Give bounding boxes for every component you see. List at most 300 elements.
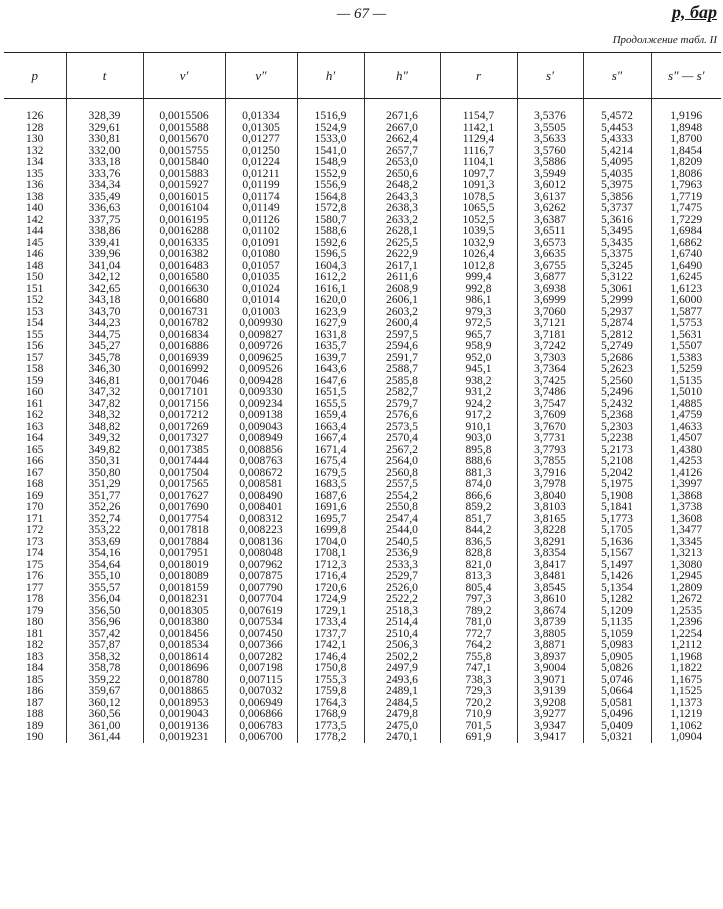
header-row: [4, 53, 721, 99]
value: 5,2108: [601, 454, 633, 467]
cell-v2: [225, 225, 297, 283]
value: 1755,3: [314, 672, 347, 686]
value: 3,6573: [534, 235, 566, 249]
cell-r: [440, 398, 517, 456]
table-row-group: [4, 398, 721, 456]
value: 0,008312: [239, 511, 283, 525]
table-row-group: [4, 455, 721, 513]
value: 1129,4: [462, 132, 495, 145]
value: 350,31: [88, 454, 121, 467]
value: 1,3997: [670, 477, 703, 490]
cell-s2: [583, 398, 651, 456]
value: 1764,3: [314, 695, 347, 709]
value: 135: [26, 166, 44, 180]
cell-v2: [225, 110, 297, 168]
value: 185: [26, 672, 44, 686]
value: 5,2238: [601, 431, 633, 444]
value: 0,0017385: [159, 442, 209, 456]
value: 2560,8: [386, 465, 418, 479]
value: 691,9: [465, 730, 492, 743]
value: 1,2396: [670, 615, 703, 628]
value: 836,5: [465, 534, 492, 548]
value: 5,0746: [601, 672, 633, 686]
value: 1065,5: [462, 201, 495, 214]
value: 5,2496: [601, 385, 633, 398]
value: 1768,9: [314, 707, 347, 720]
value: 1675,4: [314, 454, 347, 467]
value: 148: [26, 258, 44, 272]
value: 710,9: [465, 707, 492, 720]
cell-v1: [143, 455, 225, 513]
value: 1,0904: [670, 730, 703, 743]
value: 844,2: [465, 523, 492, 536]
value: 2667,0: [386, 120, 418, 134]
value: 1683,5: [314, 477, 347, 490]
value: 3,7609: [534, 408, 566, 421]
value: 166: [26, 454, 44, 467]
cell-h2: [364, 398, 440, 456]
value: 351,77: [88, 488, 121, 502]
value: 354,64: [88, 557, 121, 571]
value: 5,2303: [601, 419, 633, 433]
value: 336,63: [88, 201, 121, 214]
value: 172: [26, 523, 44, 536]
value: 155: [26, 327, 44, 341]
value: 1,2672: [670, 592, 703, 605]
value: 1154,7: [462, 109, 495, 122]
cell-r: [440, 283, 517, 341]
value: 3,8103: [534, 500, 566, 513]
cell-s1: [517, 398, 583, 456]
value: 5,0983: [601, 638, 633, 651]
value: 2475,0: [386, 718, 418, 732]
value: 350,80: [88, 465, 121, 479]
value: 0,007282: [239, 649, 283, 663]
value: 0,008490: [239, 488, 283, 502]
value: 0,0018456: [159, 626, 209, 640]
value: 5,4035: [601, 166, 633, 180]
value: 1720,6: [314, 580, 347, 594]
value: 1,3477: [670, 523, 703, 536]
value: 0,0016104: [159, 201, 209, 214]
value: 1,8086: [670, 166, 703, 180]
value: 339,41: [88, 235, 121, 249]
value: 0,01080: [242, 247, 280, 260]
value: 0,009930: [239, 316, 283, 329]
cell-p: [4, 455, 66, 513]
value: 2597,5: [386, 327, 418, 341]
value: 5,3435: [601, 235, 633, 249]
value: 0,01126: [242, 212, 280, 226]
value: 0,0017884: [159, 534, 209, 548]
value: 0,0018953: [159, 695, 209, 709]
value: 339,96: [88, 247, 121, 260]
value: 0,009726: [239, 339, 283, 352]
cell-t: [66, 628, 143, 686]
value: 0,0018305: [159, 603, 209, 617]
value: 5,0905: [601, 649, 633, 663]
value: 0,0016782: [159, 316, 209, 329]
col-header-s-diff: s″ — s′: [651, 53, 721, 99]
value: 1,3345: [670, 534, 703, 548]
value: 1651,5: [314, 385, 347, 398]
value: 136: [26, 178, 44, 191]
value: 2600,4: [386, 316, 418, 329]
cell-ds: [651, 570, 721, 628]
table-row-group: [4, 283, 721, 341]
value: 359,67: [88, 684, 121, 697]
value: 359,22: [88, 672, 121, 686]
value: 0,01149: [242, 201, 280, 214]
value: 180: [26, 615, 44, 628]
value: 5,1354: [601, 580, 633, 594]
value: 2497,9: [386, 661, 418, 674]
steam-table: [4, 52, 721, 743]
value: 5,3856: [601, 189, 633, 203]
value: 2470,1: [386, 730, 418, 743]
value: 2579,7: [386, 396, 418, 410]
value: 167: [26, 465, 44, 479]
cell-v1: [143, 168, 225, 226]
value: 0,007704: [239, 592, 283, 605]
value: 5,3122: [601, 270, 633, 283]
value: 186: [26, 684, 44, 697]
value: 0,0017327: [159, 431, 209, 444]
value: 5,1209: [601, 603, 633, 617]
value: 1695,7: [314, 511, 347, 525]
value: 805,4: [465, 580, 492, 594]
cell-v1: [143, 283, 225, 341]
value: 1778,2: [314, 730, 347, 743]
value: 5,2749: [601, 339, 633, 352]
cell-v1: [143, 225, 225, 283]
value: 0,0017818: [159, 523, 209, 536]
cell-r: [440, 225, 517, 283]
value: 5,0664: [601, 684, 633, 697]
value: 344,75: [88, 327, 121, 341]
value: 1708,1: [314, 546, 347, 559]
value: 3,8610: [534, 592, 566, 605]
cell-t: [66, 455, 143, 513]
cell-ds: [651, 628, 721, 686]
cell-r: [440, 455, 517, 513]
value: 2662,4: [386, 132, 418, 145]
value: 357,42: [88, 626, 121, 640]
value: 2638,3: [386, 201, 418, 214]
value: 1716,4: [314, 569, 347, 582]
value: 1679,5: [314, 465, 347, 479]
value: 2588,7: [386, 362, 418, 375]
value: 190: [26, 730, 44, 743]
value: 3,7793: [534, 442, 566, 456]
value: 5,4453: [601, 120, 633, 134]
value: 0,0018380: [159, 615, 209, 628]
value: 5,2560: [601, 373, 633, 387]
value: 2611,6: [386, 270, 418, 283]
value: 348,32: [88, 408, 121, 421]
value: 1,6984: [670, 224, 703, 237]
value: 917,2: [465, 408, 492, 421]
value: 738,3: [465, 672, 492, 686]
value: 2557,5: [386, 477, 418, 490]
value: 3,6755: [534, 258, 566, 272]
value: 0,006866: [239, 707, 283, 720]
cell-v2: [225, 398, 297, 456]
value: 1039,5: [462, 224, 495, 237]
value: 140: [26, 201, 44, 214]
value: 160: [26, 385, 44, 398]
value: 3,6999: [534, 293, 566, 306]
value: 5,0581: [601, 695, 633, 709]
value: 1,4885: [670, 396, 703, 410]
value: 152: [26, 293, 44, 306]
cell-v1: [143, 398, 225, 456]
cell-t: [66, 110, 143, 168]
value: 146: [26, 247, 44, 260]
value: 1,8209: [670, 155, 703, 168]
value: 134: [26, 155, 44, 168]
col-header-r: r: [440, 53, 517, 99]
cell-t: [66, 168, 143, 226]
value: 329,61: [88, 120, 121, 134]
value: 0,009138: [239, 408, 283, 421]
value: 0,0016580: [159, 270, 209, 283]
value: 1012,8: [462, 258, 495, 272]
value: 0,0016992: [159, 362, 209, 375]
cell-p: [4, 110, 66, 168]
value: 3,8228: [534, 523, 566, 536]
value: 866,6: [465, 488, 492, 502]
value: 1,8948: [670, 120, 703, 134]
value: 3,7731: [534, 431, 566, 444]
value: 3,8805: [534, 626, 566, 640]
value: 1552,9: [314, 166, 347, 180]
value: 169: [26, 488, 44, 502]
value: 0,0016630: [159, 281, 209, 295]
value: 3,7855: [534, 454, 566, 467]
value: 5,2812: [601, 327, 633, 341]
value: 958,9: [465, 339, 492, 352]
value: 349,32: [88, 431, 121, 444]
value: 992,8: [465, 281, 492, 295]
value: 2529,7: [386, 569, 418, 582]
value: 1691,6: [314, 500, 347, 513]
value: 5,2042: [601, 465, 633, 479]
cell-h2: [364, 455, 440, 513]
value: 1663,4: [314, 419, 347, 433]
value: 0,0016680: [159, 293, 209, 306]
value: 3,8545: [534, 580, 566, 594]
value: 0,0016731: [159, 304, 209, 318]
value: 356,50: [88, 603, 121, 617]
page-number: — 67 —: [336, 6, 387, 22]
value: 924,2: [465, 396, 492, 410]
value: 174: [26, 546, 44, 559]
cell-ds: [651, 340, 721, 398]
value: 945,1: [465, 362, 492, 375]
value: 0,0016382: [159, 247, 209, 260]
value: 1,6740: [670, 247, 703, 260]
value: 0,01174: [242, 189, 280, 203]
value: 3,5505: [534, 120, 566, 134]
value: 979,3: [465, 304, 492, 318]
value: 0,006783: [239, 718, 283, 732]
value: 1032,9: [462, 235, 495, 249]
cell-ds: [651, 398, 721, 456]
cell-v2: [225, 570, 297, 628]
value: 5,2686: [601, 350, 633, 364]
cell-v2: [225, 685, 297, 743]
value: 342,65: [88, 281, 121, 295]
value: 1,8700: [670, 132, 703, 145]
table-row-group: [4, 225, 721, 283]
value: 1,3738: [670, 500, 703, 513]
value: 0,0016834: [159, 327, 209, 341]
value: 0,009526: [239, 362, 283, 375]
value: 0,0018089: [159, 569, 209, 582]
cell-r: [440, 570, 517, 628]
value: 2625,5: [386, 235, 418, 249]
cell-p: [4, 513, 66, 571]
cell-t: [66, 283, 143, 341]
value: 171: [26, 511, 44, 525]
value: 156: [26, 339, 44, 352]
value: 181: [26, 626, 44, 640]
cell-h1: [297, 455, 364, 513]
value: 0,007450: [239, 626, 283, 640]
value: 0,01277: [242, 132, 280, 145]
value: 821,0: [465, 557, 492, 571]
value: 0,0016195: [159, 212, 209, 226]
value: 0,007115: [239, 672, 283, 686]
cell-t: [66, 513, 143, 571]
value: 0,006700: [239, 730, 283, 743]
value: 1,3213: [670, 546, 703, 559]
value: 3,9347: [534, 718, 566, 732]
value: 330,81: [88, 132, 121, 145]
value: 1699,8: [314, 523, 347, 536]
value: 3,9417: [534, 730, 566, 743]
value: 5,3375: [601, 247, 633, 260]
value: 0,0018019: [159, 557, 209, 571]
units-label: p, бар: [672, 2, 717, 22]
cell-p: [4, 570, 66, 628]
value: 1572,8: [314, 201, 347, 214]
value: 0,0016015: [159, 189, 209, 203]
value: 2643,3: [386, 189, 418, 203]
value: 1,7229: [670, 212, 703, 226]
value: 0,007198: [239, 661, 283, 674]
value: 0,0015506: [159, 109, 209, 122]
value: 183: [26, 649, 44, 663]
value: 0,0015840: [159, 155, 209, 168]
value: 3,7425: [534, 373, 566, 387]
value: 755,8: [465, 649, 492, 663]
value: 0,0017504: [159, 465, 209, 479]
value: 1643,6: [314, 362, 347, 375]
cell-t: [66, 225, 143, 283]
cell-p: [4, 283, 66, 341]
value: 1712,3: [314, 557, 347, 571]
value: 0,01057: [242, 258, 280, 272]
cell-ds: [651, 168, 721, 226]
value: 965,7: [465, 327, 492, 341]
value: 1,4253: [670, 454, 703, 467]
continuation-note: Продолжение табл. II: [612, 34, 717, 46]
value: 972,5: [465, 316, 492, 329]
value: 2594,6: [386, 339, 418, 352]
value: 163: [26, 419, 44, 433]
value: 1733,4: [314, 615, 347, 628]
value: 0,007534: [239, 615, 283, 628]
cell-h1: [297, 398, 364, 456]
value: 138: [26, 189, 44, 203]
value: 353,69: [88, 534, 121, 548]
cell-ds: [651, 283, 721, 341]
value: 351,29: [88, 477, 121, 490]
value: 358,32: [88, 649, 121, 663]
value: 341,04: [88, 258, 121, 272]
value: 1616,1: [314, 281, 347, 295]
value: 150: [26, 270, 44, 283]
value: 1580,7: [314, 212, 347, 226]
value: 2526,0: [386, 580, 418, 594]
value: 1516,9: [314, 109, 347, 122]
value: 347,32: [88, 385, 121, 398]
value: 0,0017156: [159, 396, 209, 410]
cell-v2: [225, 168, 297, 226]
value: 5,2368: [601, 408, 633, 421]
value: 1588,6: [314, 224, 347, 237]
value: 3,8937: [534, 649, 566, 663]
value: 168: [26, 477, 44, 490]
value: 2564,0: [386, 454, 418, 467]
cell-r: [440, 340, 517, 398]
value: 5,2874: [601, 316, 633, 329]
value: 0,01003: [242, 304, 280, 318]
value: 5,4333: [601, 132, 633, 145]
cell-r: [440, 513, 517, 571]
value: 1564,8: [314, 189, 347, 203]
value: 346,30: [88, 362, 121, 375]
col-header-s-liquid: s′: [517, 53, 583, 99]
cell-v2: [225, 513, 297, 571]
value: 0,01014: [242, 293, 280, 306]
value: 2606,1: [386, 293, 418, 306]
value: 0,007962: [239, 557, 283, 571]
value: 5,1705: [601, 523, 633, 536]
value: 3,7303: [534, 350, 566, 364]
value: 0,0018159: [159, 580, 209, 594]
value: 3,6262: [534, 201, 566, 214]
value: 1,7719: [670, 189, 703, 203]
value: 1,4633: [670, 419, 703, 433]
value: 1541,0: [314, 143, 347, 157]
cell-r: [440, 110, 517, 168]
value: 0,006949: [239, 695, 283, 709]
value: 0,0016483: [159, 258, 209, 272]
value: 3,7181: [534, 327, 566, 341]
value: 2540,5: [386, 534, 418, 548]
value: 3,7242: [534, 339, 566, 352]
cell-h1: [297, 570, 364, 628]
value: 1,5135: [670, 373, 703, 387]
value: 5,3061: [601, 281, 633, 295]
value: 1,3608: [670, 511, 703, 525]
value: 859,2: [465, 500, 492, 513]
value: 178: [26, 592, 44, 605]
value: 1,1675: [670, 672, 703, 686]
